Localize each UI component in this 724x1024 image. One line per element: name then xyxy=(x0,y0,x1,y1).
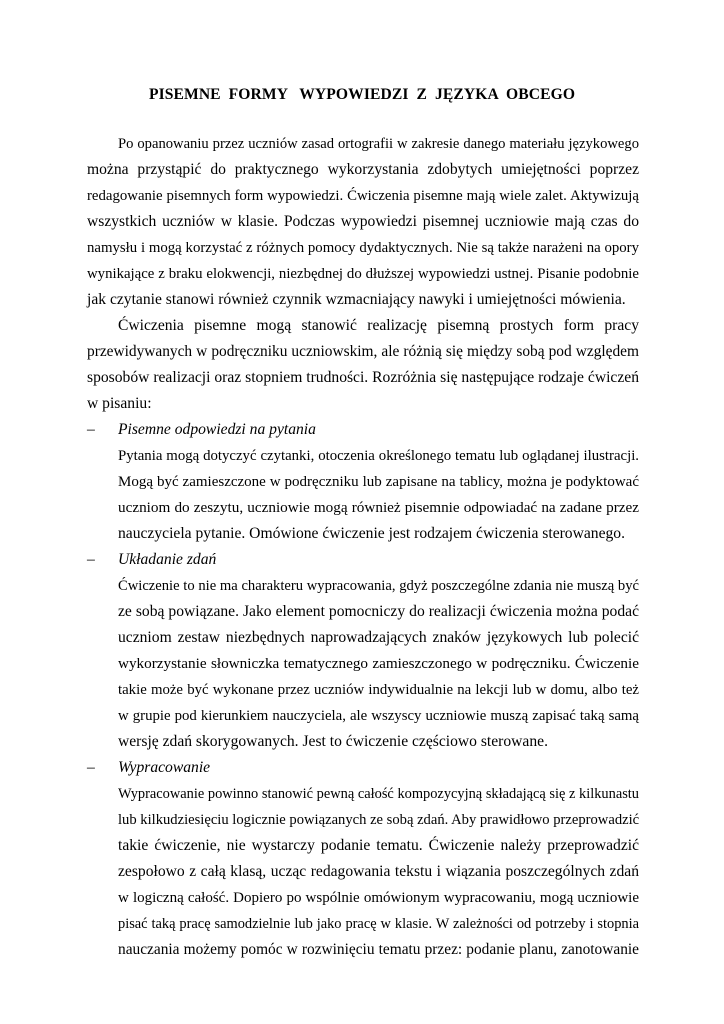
list-item-line: ze sobą powiązane. Jako element pomocniczy do realizacji ćwiczenia można podać xyxy=(118,603,639,620)
list-item-line: Ćwiczenie to nie ma charakteru wypracowania, gdyż poszczególne zdania nie muszą być xyxy=(118,578,639,594)
paragraph-line: Po opanowaniu przez uczniów zasad ortografii w zakresie danego materiału językowego xyxy=(118,136,639,152)
paragraph-line: sposobów realizacji oraz stopniem trudności. Rozróżnia się następujące rodzaje ćwiczeń xyxy=(87,369,639,386)
list-item-line: takie może być wykonane przez uczniów indywidualnie na lekcji lub w domu, albo też xyxy=(118,682,639,698)
list-item-line: w logiczną całość. Dopiero po wspólnie omówionym wypracowaniu, mogą uczniowie xyxy=(118,890,639,906)
list-item-line: wersję zdań skorygowanych. Jest to ćwiczenie częściowo sterowane. xyxy=(118,733,548,750)
list-dash: – xyxy=(87,551,95,568)
paragraph-line: wynikające z braku elokwencji, niezbędnej do dłuższej wypowiedzi ustnej. Pisanie podobnie xyxy=(87,266,639,282)
list-dash: – xyxy=(87,421,95,438)
paragraph-line: wszystkich uczniów w klasie. Podczas wypowiedzi pisemnej uczniowie mają czas do xyxy=(87,213,639,230)
list-item-heading: Pisemne odpowiedzi na pytania xyxy=(118,421,316,438)
list-item-line: wykorzystanie słowniczka tematycznego zamieszczonego w podręczniku. Ćwiczenie xyxy=(118,655,639,672)
list-item-line: uczniom zestaw niezbędnych naprowadzających znaków językowych lub polecić xyxy=(118,629,639,646)
paragraph-line: namysłu i mogą korzystać z różnych pomocy dydaktycznych. Nie są także narażeni na opory xyxy=(87,240,639,256)
paragraph-line: jak czytanie stanowi również czynnik wzmacniający nawyki i umiejętności mówienia. xyxy=(87,291,626,308)
list-item-line: Mogą być zamieszczone w podręczniku lub zapisane na tablicy, można je podyktować xyxy=(118,474,639,490)
paragraph-line: można przystąpić do praktycznego wykorzystania zdobytych umiejętności poprzez xyxy=(87,161,639,178)
paragraph-line: Ćwiczenia pisemne mogą stanowić realizację pisemną prostych form pracy xyxy=(118,317,639,334)
list-item-line: pisać taką pracę samodzielnie lub jako pracę w klasie. W zależności od potrzeby i stopnia xyxy=(118,916,639,932)
paragraph-line: przewidywanych w podręczniku uczniowskim, ale różnią się między sobą pod względem xyxy=(87,343,639,360)
paragraph-line: redagowanie pisemnych form wypowiedzi. Ćwiczenia pisemne mają wiele zalet. Aktywizują xyxy=(87,188,639,204)
list-item-line: uczniom do zeszytu, uczniowie mogą również pisemnie odpowiadać na zadane przez xyxy=(118,499,639,516)
paragraph-line: w pisaniu: xyxy=(87,395,152,412)
document-title: PISEMNE FORMY WYPOWIEDZI Z JĘZYKA OBCEGO xyxy=(148,86,576,103)
list-item-line: nauczyciela pytanie. Omówione ćwiczenie jest rodzajem ćwiczenia sterowanego. xyxy=(118,525,625,542)
list-item-line: w grupie pod kierunkiem nauczyciela, ale wszyscy uczniowie muszą zapisać taką samą xyxy=(118,708,639,724)
list-item-heading: Wypracowanie xyxy=(118,759,211,776)
list-item-line: Wypracowanie powinno stanowić pewną całość kompozycyjną składającą się z kilkunastu xyxy=(118,786,639,802)
list-dash: – xyxy=(87,759,95,776)
list-item-line: lub kilkudziesięciu logicznie powiązanych ze sobą zdań. Aby prawidłowo przeprowadzić xyxy=(118,812,640,828)
list-item-line: Pytania mogą dotyczyć czytanki, otoczenia określonego tematu lub oglądanej ilustracji. xyxy=(118,448,639,464)
list-item-line: takie ćwiczenie, nie wystarczy podanie tematu. Ćwiczenie należy przeprowadzić xyxy=(118,837,639,854)
list-item-heading: Układanie zdań xyxy=(118,551,217,568)
list-item-line: zespołowo z całą klasą, ucząc redagowania tekstu i wiązania poszczególnych zdań xyxy=(118,863,639,880)
list-item-line: nauczania możemy pomóc w rozwinięciu tematu przez: podanie planu, zanotowanie xyxy=(118,941,639,958)
